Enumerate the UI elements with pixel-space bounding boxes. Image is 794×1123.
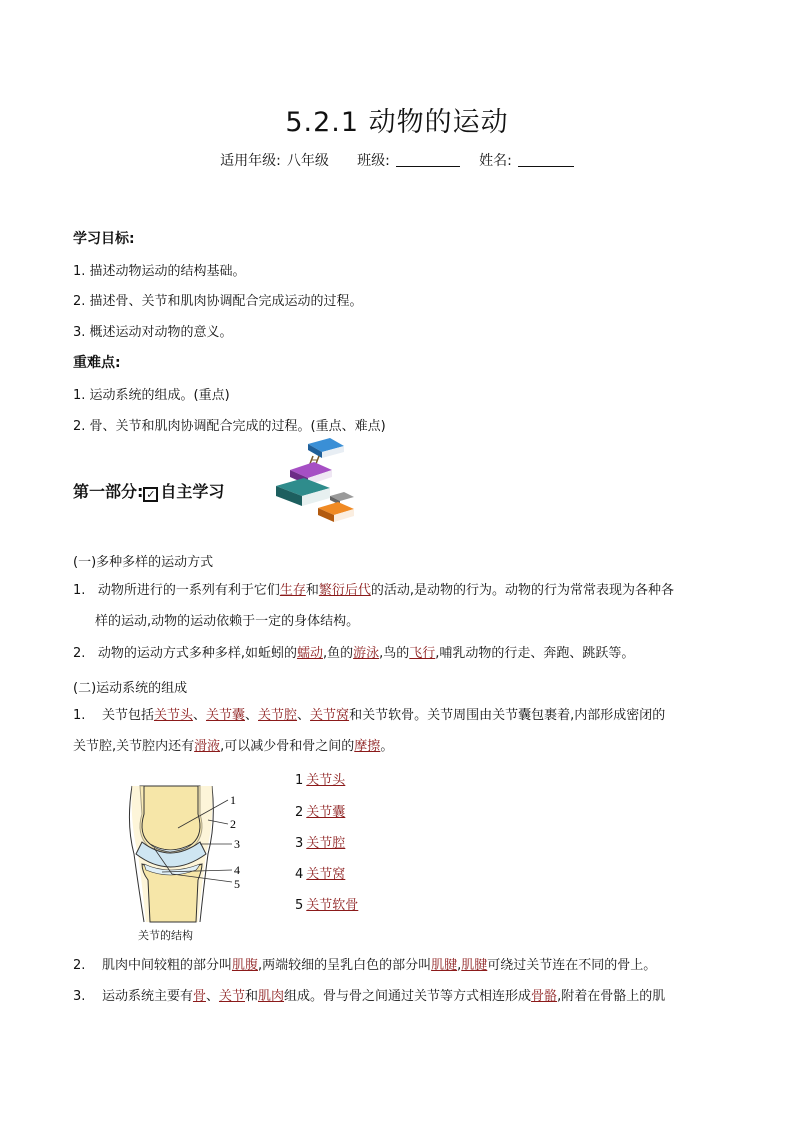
class-blank[interactable] [396,152,460,167]
text-run: ,鸟的 [379,646,410,661]
text-run: 和关节软骨。关节周围由关节囊包裹着,内部形成密闭的 [349,708,666,723]
name-label: 姓名: [479,153,512,169]
text-run: ,两端较细的呈乳白色的部分叫 [257,958,432,973]
item-number: 3. [73,989,86,1004]
text-run: 、 [297,708,311,723]
item-number: 2. [73,958,86,973]
text-run: 可绕过关节连在不同的骨上。 [487,958,657,973]
section2-paragraph-3 [73,981,723,1012]
section2-paragraph-2 [73,950,723,981]
answer-text: 肌腱 [431,958,458,973]
section1-paragraph-1 [73,575,723,637]
goal-item: 2. 描述骨、关节和肌肉协调配合完成运动的过程。 [73,294,363,309]
answer-text: 关节软骨 [306,898,359,913]
grade-label: 适用年级: [220,153,281,169]
answer-item-2 [295,801,345,820]
diagram-label: 3 [234,837,240,851]
answer-number: 3 [295,836,304,851]
text-run: 、 [192,708,206,723]
answer-item-4 [295,863,345,882]
answer-item-3 [295,832,345,851]
answer-number: 1 [295,773,304,788]
answer-text: 游泳 [353,646,380,661]
answer-text: 关节囊 [205,708,245,723]
checkbox-icon: ✓ [143,487,158,502]
text-run: ,可以减少骨和骨之间的 [220,739,355,754]
text-run: 组成。骨与骨之间通过关节等方式相连形成 [284,989,532,1004]
key-point-item: 2. 骨、关节和肌肉协调配合完成的过程。(重点、难点) [73,419,386,434]
key-point-item: 1. 运动系统的组成。(重点) [73,388,230,403]
answer-text: 摩擦 [354,739,381,754]
text-run: 关节腔,关节腔内还有 [73,739,195,754]
text-run: 动物的运动方式多种多样,如蚯蚓的 [97,646,297,661]
diagram-label: 5 [234,877,240,891]
answer-text: 关节腔 [258,708,298,723]
diagram-label: 1 [230,793,236,807]
text-run: 和 [305,583,319,598]
grade-value: 八年级 [286,153,329,169]
section2-paragraph-1 [73,700,723,762]
text-run: 肌肉中间较粗的部分叫 [101,958,232,973]
answer-item-1 [295,769,345,788]
text-run: , [457,958,462,973]
text-run: 和 [245,989,259,1004]
answer-text: 繁衍后代 [318,583,371,598]
goal-item: 1. 描述动物运动的结构基础。 [73,264,246,279]
diagram-label: 4 [234,863,240,877]
name-blank[interactable] [518,152,574,167]
text-run: 、 [205,989,219,1004]
stacked-books-icon [272,434,362,526]
answer-text: 关节头 [306,773,346,788]
part-one-suffix: 自主学习 [160,482,225,501]
answer-text: 飞行 [409,646,436,661]
key-points-heading: 重难点: [73,355,121,371]
answer-item-5 [295,894,358,913]
answer-text: 生存 [279,583,306,598]
answer-text: 滑液 [194,739,221,754]
answer-text: 肌肉 [258,989,285,1004]
text-run: ,附着在骨骼上的肌 [557,989,666,1004]
answer-text: 蠕动 [296,646,323,661]
goals-heading: 学习目标: [73,231,135,247]
part-one-title [73,479,224,502]
text-run: 运动系统主要有 [101,989,193,1004]
text-run: 动物所进行的一系列有利于它们 [97,583,280,598]
joint-structure-diagram [120,784,250,924]
text-run: 的活动,是动物的行为。动物的行为常常表现为各种各 [370,583,675,598]
item-number: 1. [73,708,86,723]
diagram-label: 2 [230,817,236,831]
answer-text: 骨 [192,989,206,1004]
answer-text: 肌腹 [231,958,258,973]
answer-text: 关节囊 [306,805,346,820]
header-info [0,150,794,170]
class-label: 班级: [357,153,390,169]
answer-text: 关节窝 [306,867,346,882]
section1-heading: (一)多种多样的运动方式 [73,555,214,570]
answer-text: 关节 [218,989,245,1004]
text-run: ,鱼的 [322,646,354,661]
answer-number: 4 [295,867,304,882]
answer-number: 5 [295,898,304,913]
answer-text: 关节窝 [310,708,350,723]
answer-number: 2 [295,805,304,820]
text-run: 关节包括 [101,708,154,723]
answer-text: 关节腔 [306,836,346,851]
text-run: ,哺乳动物的行走、奔跑、跳跃等。 [435,646,635,661]
section2-heading: (二)运动系统的组成 [73,681,188,696]
page-title: 5.2.1 动物的运动 [285,107,509,138]
goal-item: 3. 概述运动对动物的意义。 [73,325,233,340]
item-number: 2. [73,646,86,661]
part-one-prefix: 第一部分: [73,482,144,501]
text-run: 。 [380,739,394,754]
text-run: 样的运动,动物的运动依赖于一定的身体结构。 [95,614,360,629]
figure-caption: 关节的结构 [138,929,193,942]
text-run: 、 [245,708,259,723]
answer-text: 肌腱 [461,958,488,973]
item-number: 1. [73,583,86,598]
answer-text: 骨骼 [531,989,558,1004]
answer-text: 关节头 [153,708,193,723]
section1-paragraph-2 [73,638,723,669]
